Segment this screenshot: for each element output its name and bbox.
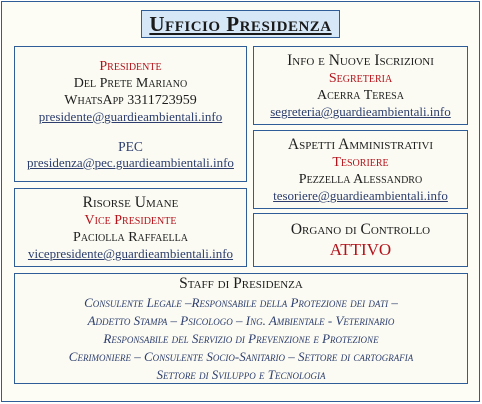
presidente-email-link[interactable]: presidente@guardieambientali.info: [38, 108, 223, 124]
staff-line: Addetto Stampa – Psicologo – Ing. Ambientale - Veterinario: [87, 312, 395, 328]
amministrativi-role: Tesoriere: [332, 155, 389, 170]
amministrativi-name: Pezzella Alessandro: [298, 172, 423, 187]
page-title: Ufficio Presidenza: [149, 11, 332, 36]
info-email-link[interactable]: segreteria@guardieambientali.info: [270, 104, 451, 119]
info-heading: Info e Nuove Iscrizioni: [287, 52, 434, 69]
risorse-name: Paciolla Raffaella: [73, 230, 188, 245]
staff-line: Cerimoniere – Consulente Socio-Sanitario – Settore di cartografia: [68, 348, 414, 364]
controllo-status: ATTIVO: [329, 239, 392, 259]
info-name: Acerra Teresa: [317, 88, 404, 103]
staff-card: [14, 273, 468, 384]
controllo-card: [253, 213, 468, 267]
risorse-email-link[interactable]: vicepresidente@guardieambientali.info: [27, 246, 234, 261]
controllo-heading: Organo di Controllo: [290, 220, 431, 238]
risorse-heading: Risorse Umane: [82, 194, 179, 211]
staff-line: Consulente Legale –Responsabile della Protezione dei dati –: [84, 294, 398, 310]
pec-label: PEC: [118, 138, 143, 154]
risorse-role: Vice Presidente: [84, 213, 177, 228]
presidente-name: Del Prete Mariano: [73, 75, 188, 91]
staff-line: Settore di Sviluppo e Tecnologia: [156, 366, 326, 382]
pec-email-link[interactable]: presidenza@pec.guardieambientali.info: [27, 154, 234, 170]
title-banner: [141, 10, 340, 38]
presidente-card: [14, 46, 247, 182]
risorse-card: [14, 188, 247, 267]
info-role: Segreteria: [328, 71, 393, 86]
presidente-role: Presidente: [99, 58, 162, 74]
amministrativi-email-link[interactable]: tesoriere@guardieambientali.info: [273, 188, 448, 203]
staff-line: Responsabile del Servizio di Prevenzione e Protezione: [103, 330, 379, 346]
amministrativi-heading: Aspetti Amministrativi: [287, 136, 434, 153]
info-card: [253, 46, 468, 125]
amministrativi-card: [253, 130, 468, 209]
staff-heading: Staff di Presidenza: [179, 274, 303, 292]
presidente-whatsapp: WhatsApp 3311723959: [64, 92, 197, 108]
